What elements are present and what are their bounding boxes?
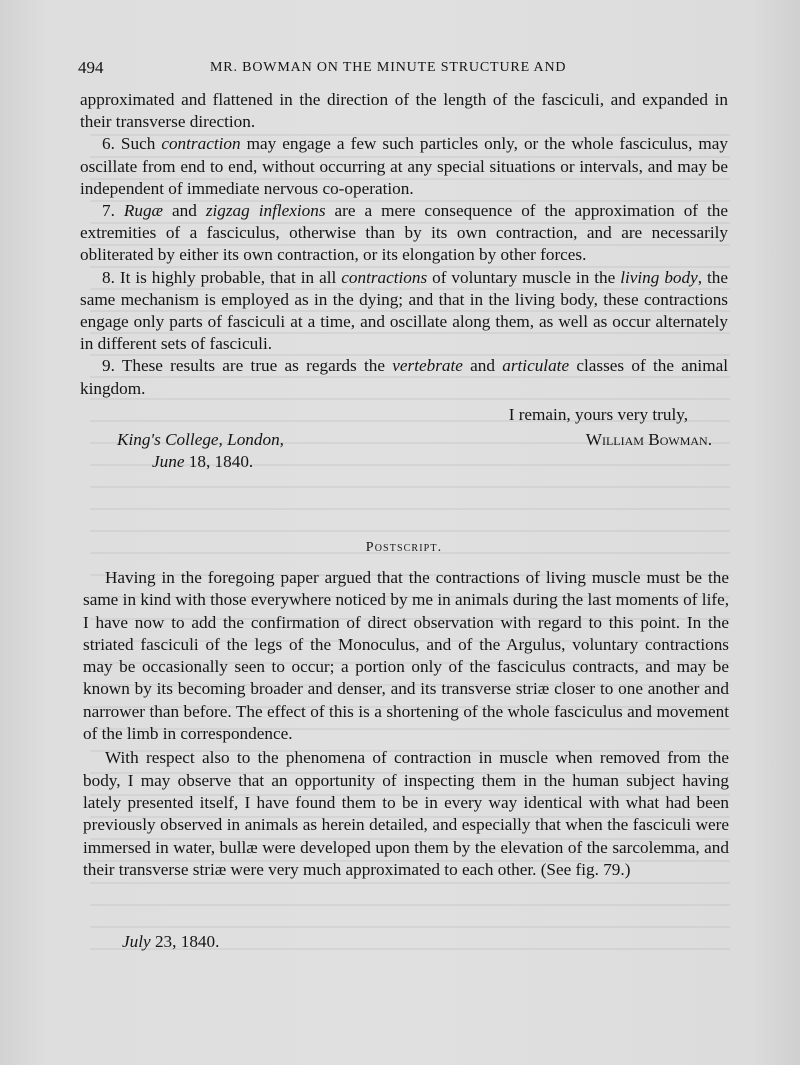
point-9-emphasis-articulate: articulate bbox=[502, 356, 570, 376]
point-9-paragraph bbox=[80, 355, 728, 399]
point-6-paragraph bbox=[80, 133, 728, 200]
postscript-paragraph-2: With respect also to the phenomena of contraction in muscle when removed from the body, I may observe that an opportunity of inspecting them in the human subject having lately presented itself, I have found them to be in every way identical with what had been previously observed in animals as herein detailed, and especially that when the fasciculi were immersed in water, bullæ were developed upon them by the elevation of the sarcolemma, and their transverse striæ were very much approximated to each other. (See fig. 79.) bbox=[83, 748, 729, 879]
signature-block bbox=[80, 429, 728, 474]
postscript-body bbox=[83, 567, 729, 881]
point-9-text-and: and bbox=[462, 356, 503, 376]
point-7-text-and: and bbox=[163, 201, 206, 221]
postscript-date bbox=[122, 932, 219, 952]
point-8-text-rest: , the same mechanism is employed as in the dying; and that in the living body, these contractions engage only parts of fasciculi at a time, and oscillate along them, as well as occur alternately in different sets of fasciculi. bbox=[80, 267, 728, 354]
point-8-emphasis-living-body: living body bbox=[620, 267, 698, 287]
point-6-text: 6. Such bbox=[102, 134, 162, 154]
postscript-date-day-year: 23, 1840. bbox=[150, 932, 220, 951]
point-8-text: 8. It is highly probable, that in all bbox=[102, 267, 342, 287]
point-9-text-rest: classes of the animal kingdom. bbox=[80, 356, 728, 398]
letter-date bbox=[152, 451, 253, 473]
point-7-emphasis-zigzag: zigzag inflexions bbox=[205, 201, 326, 221]
letter-date-day-year: 18, 1840. bbox=[184, 452, 254, 472]
page-header bbox=[78, 58, 726, 82]
postscript-paragraph-1: Having in the foregoing paper argued that the contractions of living muscle must be the same in kind with those everywhere noticed by me in animals during the last moments of life, I have now to add the confirmation of direct observation with regard to this point. In the striated fasciculi of the legs of the Monoculus, and of the Argulus, voluntary contractions may be occasionally seen to occur; a portion only of the fasciculus contracts, and may be known by its becoming broader and denser, and its transverse striæ closer to one another and narrower than before. The effect of this is a shortening of the whole fasciculus and movement of the limb in correspondence. bbox=[83, 568, 729, 744]
running-head: MR. BOWMAN ON THE MINUTE STRUCTURE AND bbox=[210, 60, 567, 75]
signature-name: William Bowman. bbox=[585, 430, 712, 450]
point-7-text: 7. bbox=[102, 201, 124, 221]
point-9-text: 9. These results are true as regards the bbox=[102, 356, 393, 376]
postscript-title: Postscript. bbox=[365, 540, 443, 555]
page-number: 494 bbox=[78, 58, 104, 77]
point-9-emphasis-vertebrate: vertebrate bbox=[392, 356, 463, 376]
letter-date-month: June bbox=[152, 452, 185, 472]
place-line: King's College, London, bbox=[117, 430, 284, 450]
letter-body bbox=[80, 89, 728, 474]
postscript-date-month: July bbox=[122, 932, 151, 951]
point-7-paragraph bbox=[80, 200, 728, 267]
point-7-text-rest: are a mere consequence of the approximation of the extremities of a fasciculus, otherwise than by its own contraction, and are necessarily obliterated by either its own contraction, or its elongation by other forces. bbox=[80, 201, 728, 265]
point-8-paragraph bbox=[80, 267, 728, 356]
point-6-text-rest: may engage a few such particles only, or the whole fasciculus, may oscillate from end to end, without occurring at any special situations or intervals, and may be independent of immediate nervous co-operation. bbox=[80, 134, 728, 198]
intro-paragraph: approximated and flattened in the direction of the length of the fasciculi, and expanded in their transverse direction. bbox=[80, 90, 728, 132]
point-8-emphasis-contractions: contractions bbox=[341, 267, 428, 287]
point-6-emphasis: contraction bbox=[161, 134, 241, 154]
point-8-text-mid: of voluntary muscle in the bbox=[427, 267, 621, 287]
signoff: I remain, yours very truly, bbox=[508, 404, 688, 424]
point-7-emphasis-rugae: Rugæ bbox=[123, 201, 164, 221]
